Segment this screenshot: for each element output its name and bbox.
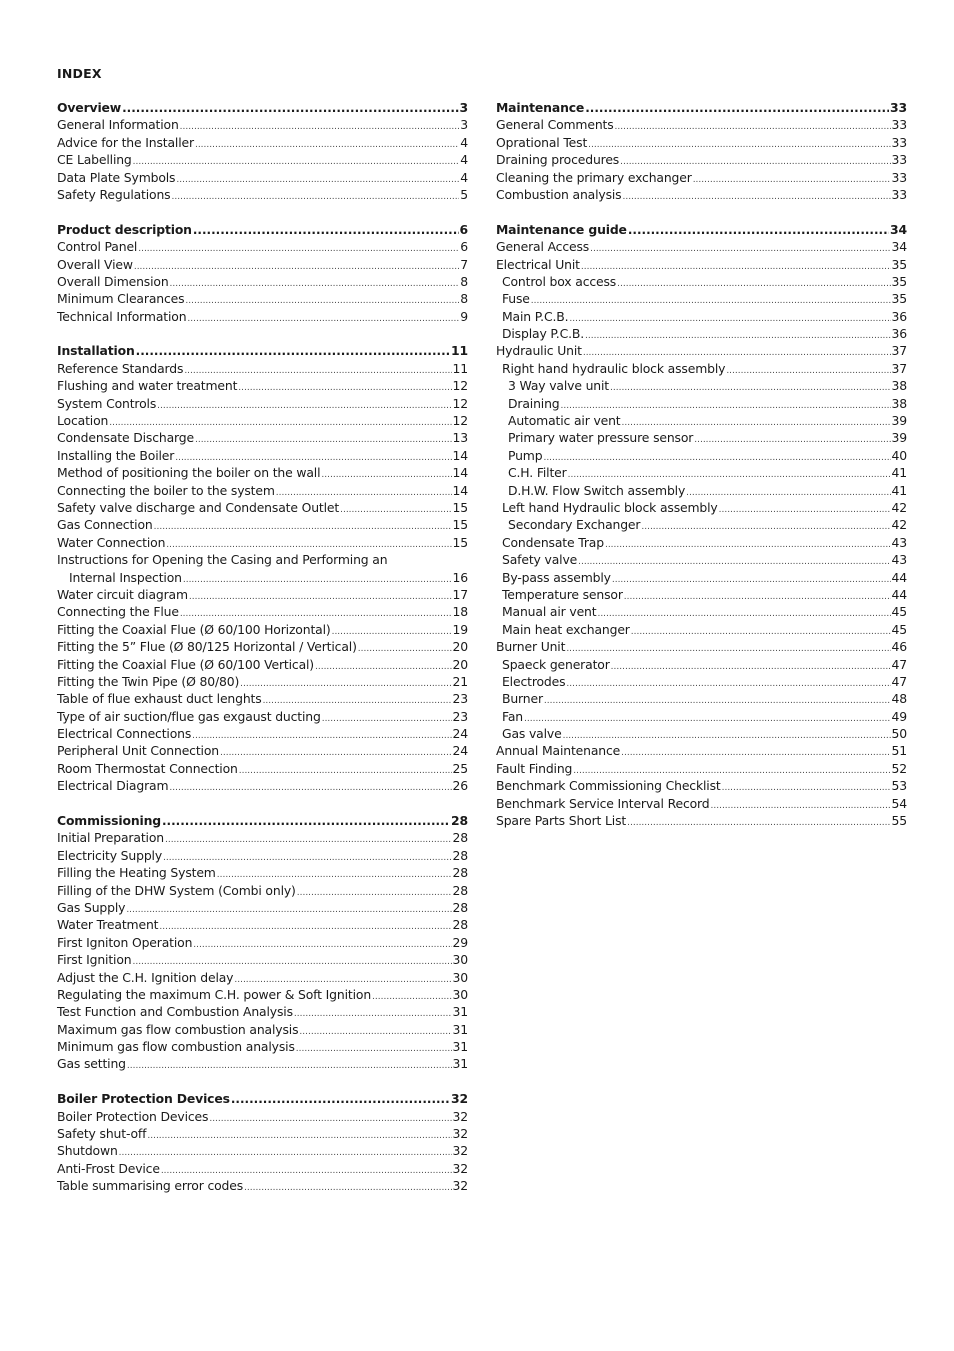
- toc-entry[interactable]: Gas Supply ..... 28: [57, 899, 468, 916]
- toc-entry[interactable]: Method of positioning the boiler on the wall ..... 14: [57, 464, 468, 481]
- toc-entry[interactable]: Installing the Boiler ..... 14: [57, 447, 468, 464]
- toc-entry[interactable]: Condensate Discharge ..... 13: [57, 429, 468, 446]
- toc-heading[interactable]: Maintenance guide ..... 34: [496, 221, 907, 238]
- toc-entry[interactable]: Location ..... 12: [57, 412, 468, 429]
- toc-heading[interactable]: Maintenance ..... 33: [496, 99, 907, 116]
- toc-entry[interactable]: Fitting the Coaxial Flue (Ø 60/100 Horizontal) ..... 19: [57, 621, 468, 638]
- toc-entry[interactable]: Peripheral Unit Connection ..... 24: [57, 742, 468, 759]
- toc-heading[interactable]: Overview ..... 3: [57, 99, 468, 116]
- toc-entry[interactable]: Overall View ..... 7: [57, 256, 468, 273]
- toc-entry[interactable]: Electrical Connections ..... 24: [57, 725, 468, 742]
- toc-section-commissioning: [57, 812, 468, 1073]
- toc-section-maintenance-guide: [496, 221, 907, 830]
- toc-heading[interactable]: Commissioning ..... 28: [57, 812, 468, 829]
- toc-subentry[interactable]: Right hand hydraulic block assembly ..... 37: [496, 360, 907, 377]
- toc-subsubentry[interactable]: Draining ..... 38: [496, 395, 907, 412]
- toc-subentry[interactable]: By-pass assembly ..... 44: [496, 569, 907, 586]
- toc-subentry[interactable]: Condensate Trap ..... 43: [496, 534, 907, 551]
- toc-entry[interactable]: Electrical Diagram ..... 26: [57, 777, 468, 794]
- toc-subentry[interactable]: Left hand Hydraulic block assembly ..... 42: [496, 499, 907, 516]
- toc-subentry[interactable]: Burner ..... 48: [496, 690, 907, 707]
- toc-entry[interactable]: Internal Inspection ..... 16: [57, 569, 468, 586]
- toc-entry[interactable]: Spare Parts Short List ..... 55: [496, 812, 907, 829]
- toc-entry[interactable]: Overall Dimension ..... 8: [57, 273, 468, 290]
- toc-section-installation: [57, 342, 468, 794]
- toc-entry[interactable]: Anti-Frost Device ..... 32: [57, 1160, 468, 1177]
- toc-entry[interactable]: Hydraulic Unit ..... 37: [496, 342, 907, 359]
- toc-subentry[interactable]: Fuse ..... 35: [496, 290, 907, 307]
- toc-entry[interactable]: Connecting the boiler to the system ..... 14: [57, 482, 468, 499]
- toc-subentry[interactable]: Manual air vent ..... 45: [496, 603, 907, 620]
- toc-subentry[interactable]: Control box access ..... 35: [496, 273, 907, 290]
- toc-subsubentry[interactable]: Secondary Exchanger ..... 42: [496, 516, 907, 533]
- toc-entry[interactable]: Minimum Clearances ..... 8: [57, 290, 468, 307]
- toc-subentry[interactable]: Spaeck generator ..... 47: [496, 656, 907, 673]
- toc-entry[interactable]: First Ignition ..... 30: [57, 951, 468, 968]
- toc-entry[interactable]: First Igniton Operation ..... 29: [57, 934, 468, 951]
- toc-entry[interactable]: Water Connection ..... 15: [57, 534, 468, 551]
- toc-entry[interactable]: Electrical Unit ..... 35: [496, 256, 907, 273]
- toc-entry[interactable]: General Access ..... 34: [496, 238, 907, 255]
- toc-entry[interactable]: Minimum gas flow combustion analysis ..... 31: [57, 1038, 468, 1055]
- toc-entry[interactable]: Table summarising error codes ..... 32: [57, 1177, 468, 1194]
- toc-entry[interactable]: Data Plate Symbols ..... 4: [57, 169, 468, 186]
- toc-entry[interactable]: Regulating the maximum C.H. power & Soft Ignition ..... 30: [57, 986, 468, 1003]
- toc-entry[interactable]: Adjust the C.H. Ignition delay ..... 30: [57, 969, 468, 986]
- toc-entry[interactable]: Room Thermostat Connection ..... 25: [57, 760, 468, 777]
- toc-entry[interactable]: Benchmark Service Interval Record ..... 54: [496, 795, 907, 812]
- toc-entry[interactable]: Reference Standards ..... 11: [57, 360, 468, 377]
- toc-entry[interactable]: Advice for the Installer ..... 4: [57, 134, 468, 151]
- toc-subsubentry[interactable]: Automatic air vent ..... 39: [496, 412, 907, 429]
- toc-entry[interactable]: Gas Connection ..... 15: [57, 516, 468, 533]
- toc-entry[interactable]: Cleaning the primary exchanger ..... 33: [496, 169, 907, 186]
- toc-entry[interactable]: Maximum gas flow combustion analysis ..... 31: [57, 1021, 468, 1038]
- toc-entry[interactable]: Oprational Test ..... 33: [496, 134, 907, 151]
- toc-section-product-description: [57, 221, 468, 325]
- toc-entry[interactable]: Filling of the DHW System (Combi only) ..... 28: [57, 882, 468, 899]
- toc-entry[interactable]: Gas setting ..... 31: [57, 1055, 468, 1072]
- toc-entry[interactable]: Combustion analysis ..... 33: [496, 186, 907, 203]
- toc-entry[interactable]: Shutdown ..... 32: [57, 1142, 468, 1159]
- toc-entry[interactable]: Type of air suction/flue gas exgaust ducting ..... 23: [57, 708, 468, 725]
- toc-entry[interactable]: Connecting the Flue ..... 18: [57, 603, 468, 620]
- toc-entry[interactable]: System Controls ..... 12: [57, 395, 468, 412]
- toc-entry[interactable]: Filling the Heating System ..... 28: [57, 864, 468, 881]
- toc-entry-first-line[interactable]: Instructions for Opening the Casing and Performing an: [57, 552, 388, 568]
- toc-entry[interactable]: General Information ..... 3: [57, 116, 468, 133]
- toc-subsubentry[interactable]: C.H. Filter ..... 41: [496, 464, 907, 481]
- toc-entry[interactable]: Fault Finding ..... 52: [496, 760, 907, 777]
- toc-entry[interactable]: Electricity Supply ..... 28: [57, 847, 468, 864]
- toc-entry[interactable]: Table of flue exhaust duct lenghts ..... 23: [57, 690, 468, 707]
- toc-subentry[interactable]: Gas valve ..... 50: [496, 725, 907, 742]
- toc-subsubentry[interactable]: Primary water pressure sensor ..... 39: [496, 429, 907, 446]
- toc-subentry[interactable]: Main P.C.B. ..... 36: [496, 308, 907, 325]
- toc-entry[interactable]: Fitting the 5” Flue (Ø 80/125 Horizontal / Vertical) ..... 20: [57, 638, 468, 655]
- toc-section-maintenance: [496, 99, 907, 203]
- toc-entry[interactable]: Water Treatment ..... 28: [57, 916, 468, 933]
- toc-subsubentry[interactable]: Pump ..... 40: [496, 447, 907, 464]
- toc-left-column: [57, 99, 468, 1212]
- toc-subentry[interactable]: Display P.C.B. ..... 36: [496, 325, 907, 342]
- toc-entry[interactable]: Water circuit diagram ..... 17: [57, 586, 468, 603]
- toc-right-column: [496, 99, 907, 847]
- toc-entry[interactable]: Burner Unit ..... 46: [496, 638, 907, 655]
- toc-subentry[interactable]: Fan ..... 49: [496, 708, 907, 725]
- toc-entry[interactable]: Technical Information ..... 9: [57, 308, 468, 325]
- toc-entry[interactable]: Safety shut-off ..... 32: [57, 1125, 468, 1142]
- toc-entry[interactable]: Benchmark Commissioning Checklist ..... 53: [496, 777, 907, 794]
- toc-entry[interactable]: Safety Regulations ..... 5: [57, 186, 468, 203]
- toc-entry[interactable]: Flushing and water treatment ..... 12: [57, 377, 468, 394]
- toc-heading[interactable]: Installation ..... 11: [57, 342, 468, 359]
- toc-heading[interactable]: Boiler Protection Devices ..... 32: [57, 1090, 468, 1107]
- toc-entry[interactable]: CE Labelling ..... 4: [57, 151, 468, 168]
- toc-entry[interactable]: Test Function and Combustion Analysis ..... 31: [57, 1003, 468, 1020]
- toc-entry[interactable]: Initial Preparation ..... 28: [57, 829, 468, 846]
- toc-entry[interactable]: Draining procedures ..... 33: [496, 151, 907, 168]
- toc-entry[interactable]: General Comments ..... 33: [496, 116, 907, 133]
- toc-entry[interactable]: Fitting the Twin Pipe (Ø 80/80) ..... 21: [57, 673, 468, 690]
- toc-subsubentry[interactable]: D.H.W. Flow Switch assembly ..... 41: [496, 482, 907, 499]
- toc-heading[interactable]: Product description ..... 6: [57, 221, 468, 238]
- toc-subentry[interactable]: Safety valve ..... 43: [496, 551, 907, 568]
- toc-subentry[interactable]: Electrodes ..... 47: [496, 673, 907, 690]
- toc-entry[interactable]: Control Panel ..... 6: [57, 238, 468, 255]
- toc-entry[interactable]: Annual Maintenance ..... 51: [496, 742, 907, 759]
- toc-section-overview: [57, 99, 468, 203]
- toc-subentry[interactable]: Temperature sensor ..... 44: [496, 586, 907, 603]
- toc-entry[interactable]: Safety valve discharge and Condensate Outlet ..... 15: [57, 499, 468, 516]
- toc-subentry[interactable]: Main heat exchanger ..... 45: [496, 621, 907, 638]
- toc-section-boiler-protection-devices: [57, 1090, 468, 1194]
- toc-entry[interactable]: Fitting the Coaxial Flue (Ø 60/100 Vertical) ..... 20: [57, 656, 468, 673]
- toc-subsubentry[interactable]: 3 Way valve unit ..... 38: [496, 377, 907, 394]
- index-title: INDEX: [57, 66, 102, 81]
- toc-entry[interactable]: Boiler Protection Devices ..... 32: [57, 1108, 468, 1125]
